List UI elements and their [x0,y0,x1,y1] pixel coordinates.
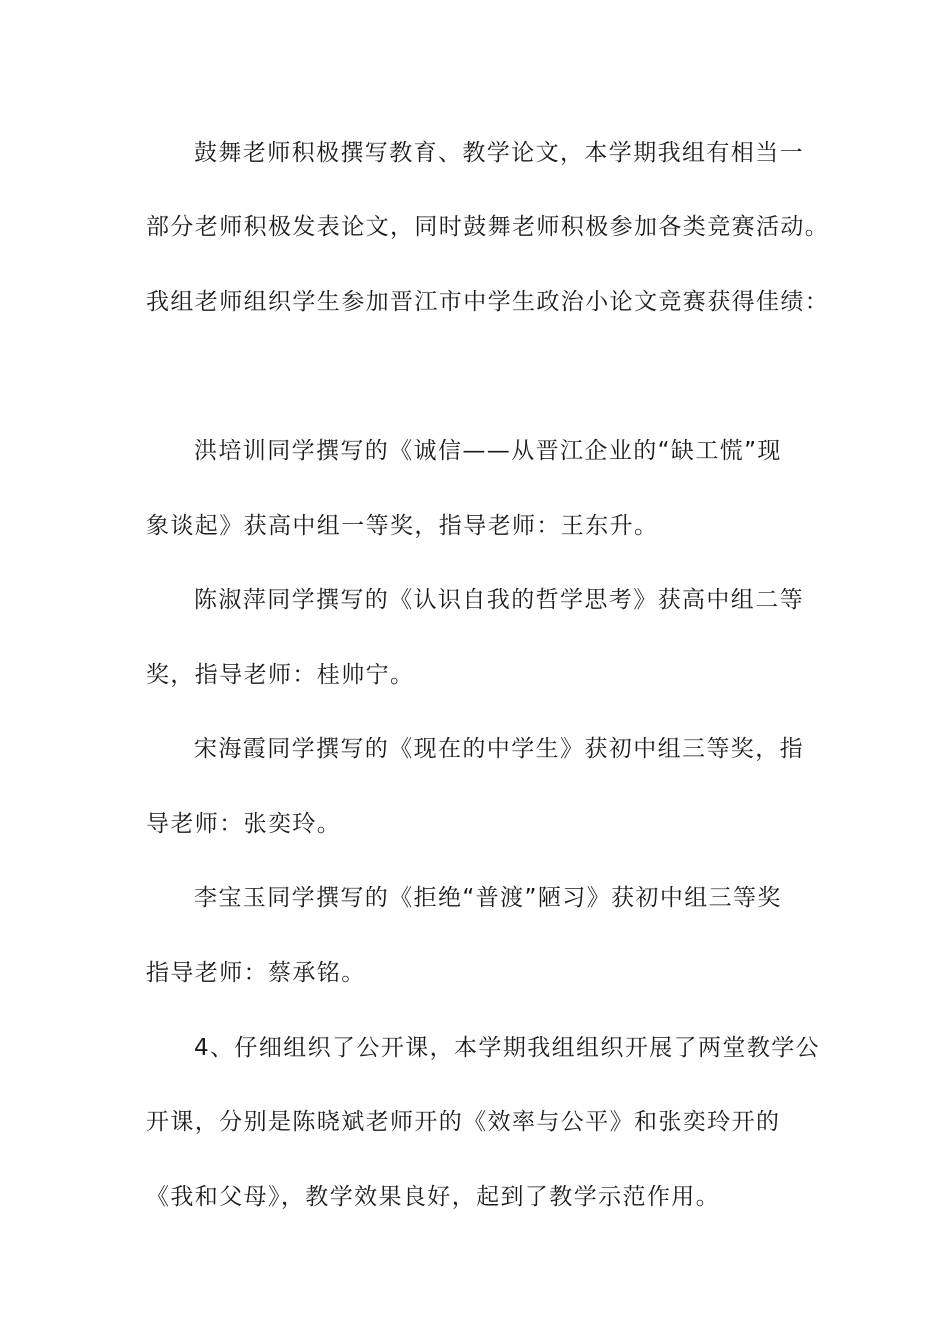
award-line: 导老师：张奕玲。 [146,811,342,837]
award-line: 李宝玉同学撰写的《拒绝“普渡”陋习》获初中组三等奖 [194,885,782,911]
award-line: 指导老师：蔡承铭。 [146,960,366,986]
award-line: 洪培训同学撰写的《诚信——从晋江企业的“缺工慌”现 [194,438,782,464]
paragraph-line: 开课，分别是陈晓斌老师开的《效率与公平》和张奕玲开的 [146,1109,781,1135]
award-line: 陈淑萍同学撰写的《认识自我的哲学思考》获高中组二等 [194,587,804,613]
paragraph-line: 部分老师积极发表论文，同时鼓舞老师积极参加各类竞赛活动。 [146,214,830,240]
award-line: 宋海霞同学撰写的《现在的中学生》获初中组三等奖，指 [194,736,804,762]
paragraph-line: 4、仔细组织了公开课，本学期我组组织开展了两堂教学公 [194,1035,821,1061]
award-line: 象谈起》获高中组一等奖，指导老师：王东升。 [146,513,659,539]
paragraph-line: 鼓舞老师积极撰写教育、教学论文，本学期我组有相当一 [194,140,804,166]
paragraph-line: 我组老师组织学生参加晋江市中学生政治小论文竞赛获得佳绩： [146,289,830,315]
award-line: 奖，指导老师：桂帅宁。 [146,662,415,688]
paragraph-line: 《我和父母》，教学效果良好，起到了教学示范作用。 [146,1184,721,1210]
